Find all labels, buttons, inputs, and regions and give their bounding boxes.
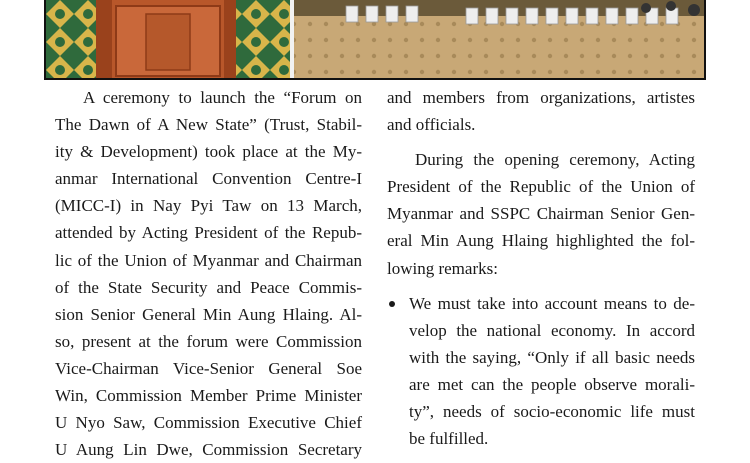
text-line: and officials.	[387, 115, 476, 135]
text-line: The Dawn of A New State” (Trust, Stabil-	[55, 115, 362, 135]
text-line: and members from organizations, artistes	[387, 88, 695, 107]
text-line: During the opening ceremony, Acting	[415, 150, 695, 170]
text-line: Myanmar and SSPC Chairman Senior Gen-	[387, 204, 695, 224]
text-line: Win, Commission Member Prime Minister	[55, 386, 362, 406]
bullet-icon	[389, 301, 395, 307]
text-line: ty”, needs of socio-economic life must	[409, 402, 695, 422]
text-line: are met can the people observe morali-	[409, 374, 695, 394]
right-column	[387, 84, 695, 452]
text-line: Vice-Chairman Vice-Senior General Soe	[55, 358, 362, 378]
left-column	[55, 84, 362, 463]
text-line: We must take into account means to de-	[409, 293, 695, 313]
text-line: eral Min Aung Hlaing highlighted the fol-	[387, 231, 695, 251]
text-line: anmar International Convention Centre-I	[55, 169, 362, 189]
paragraph-continued	[387, 84, 695, 138]
text-line: ity & Development) took place at the My-	[55, 142, 362, 162]
text-line: so, present at the forum were Commission	[55, 331, 362, 351]
text-line: of the State Security and Peace Commis-	[55, 277, 362, 297]
bullet-item	[387, 290, 695, 453]
text-line: U Nyo Saw, Commission Executive Chief	[55, 413, 362, 433]
text-line: with the saying, “Only if all basic needs	[409, 347, 695, 367]
text-line: lowing remarks:	[387, 258, 498, 278]
text-line: sion Senior General Min Aung Hlaing. Al-	[55, 304, 362, 324]
text-line: be fulfilled.	[409, 429, 489, 449]
text-line: President of the Republic of the Union of	[387, 177, 695, 197]
text-line: velop the national economy. In accord	[409, 320, 695, 340]
text-line: (MICC-I) in Nay Pyi Taw on 13 March,	[55, 196, 362, 216]
text-line: lic of the Union of Myanmar and Chairman	[55, 250, 362, 270]
text-line: U Aung Lin Dwe, Commission Secretary	[55, 440, 362, 460]
text-line: attended by Acting President of the Repub-	[55, 223, 362, 243]
text-line: A ceremony to launch the “Forum on	[83, 88, 362, 107]
ceremony-photo	[44, 0, 706, 80]
paragraph-opening-remarks	[387, 146, 695, 281]
